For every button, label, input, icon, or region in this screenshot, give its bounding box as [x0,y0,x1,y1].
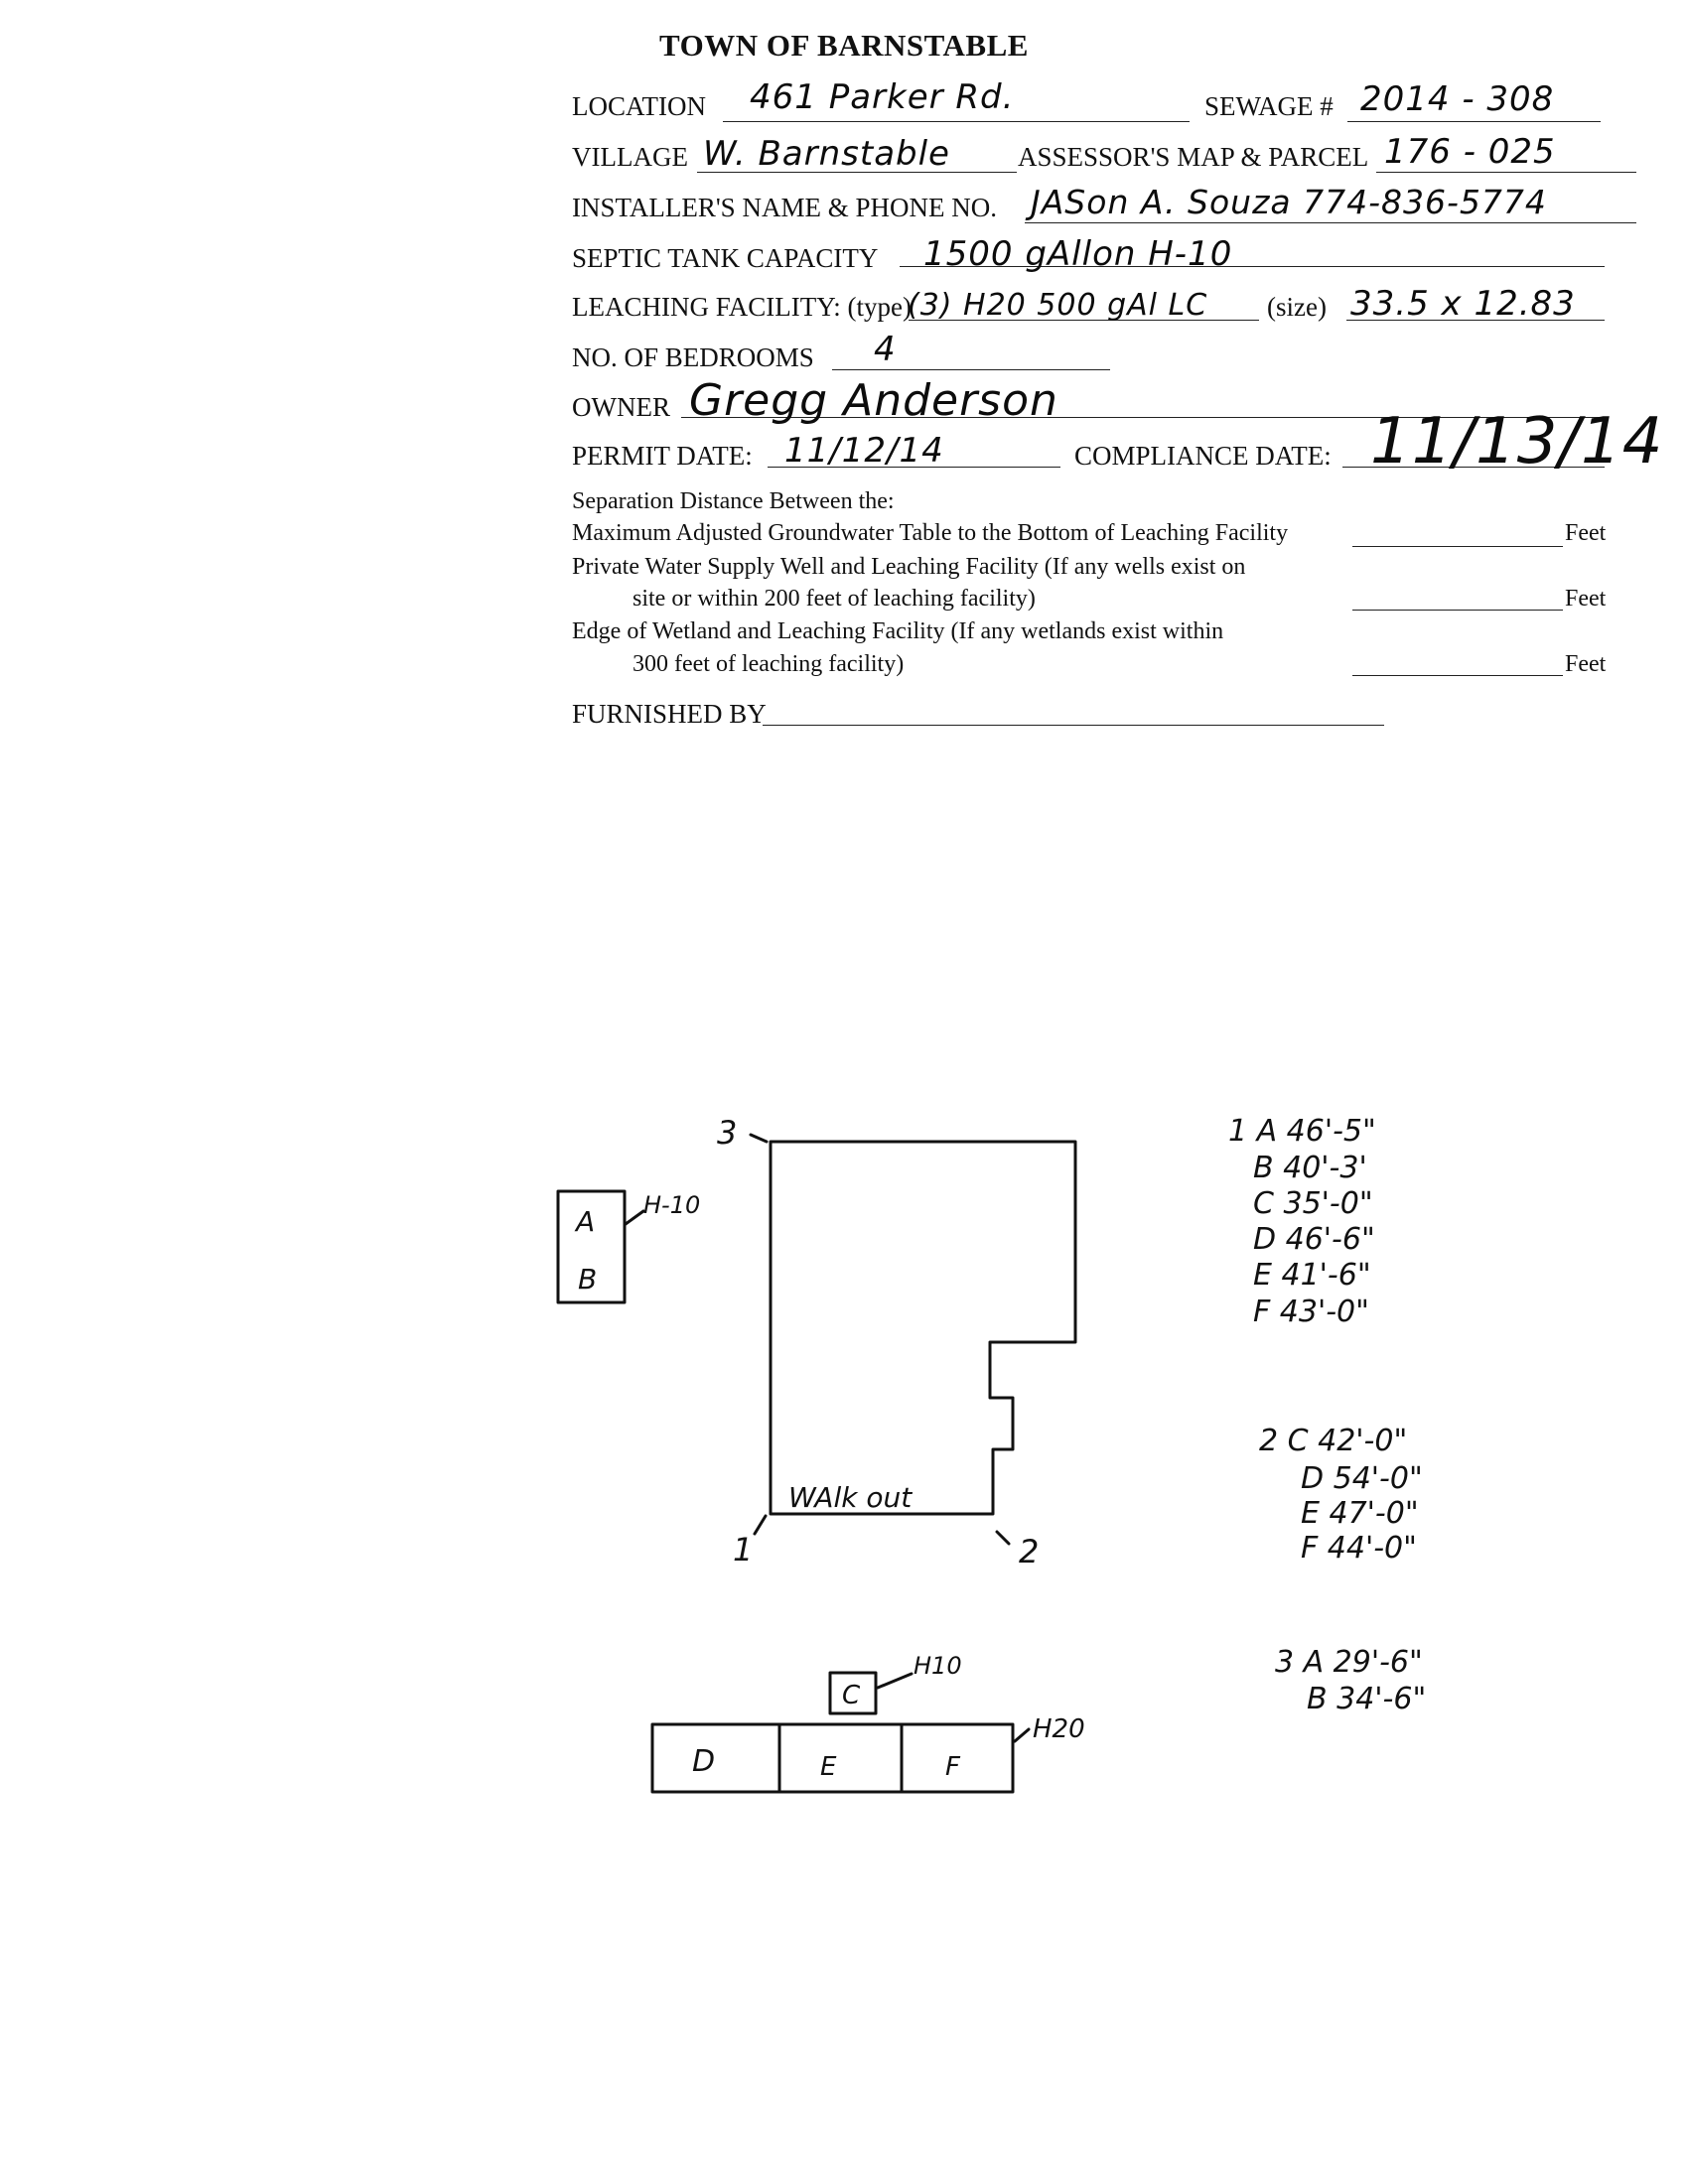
measurement-1f: F 43'-0" [1253,1295,1369,1329]
bed-type-label: H20 [1033,1714,1085,1744]
bedrooms-value: 4 [874,330,897,369]
separation-row3-unit: Feet [1565,651,1607,677]
tank-c-label: C [842,1681,861,1710]
walkout-label: WAlk out [788,1481,913,1514]
installer-label: INSTALLER'S NAME & PHONE NO. [572,193,997,222]
assessor-value: 176 - 025 [1384,132,1556,172]
sewage-value: 2014 - 308 [1360,79,1555,119]
corner-2-label: 2 [1019,1533,1040,1570]
measurement-1b: B 40'-3' [1253,1151,1367,1185]
septic-value: 1500 gAllon H-10 [923,234,1233,274]
measurement-2e: E 47'-0" [1301,1496,1419,1531]
compliance-value: 11/13/14 [1370,405,1664,478]
measurement-3a: 3 A 29'-6" [1275,1645,1423,1680]
installer-value: JASon A. Souza 774-836-5774 [1031,183,1547,221]
separation-row3b: 300 feet of leaching facility) [633,651,905,677]
house-outline [771,1142,1075,1514]
assessor-label: ASSESSOR'S MAP & PARCEL [1018,142,1369,172]
bed-d-label: D [692,1744,716,1779]
leaching-label: LEACHING FACILITY: (type) [572,292,912,322]
leaching-value: (3) H20 500 gAl LC [908,288,1208,323]
measurement-1a: 1 A 46'-5" [1228,1114,1376,1149]
permit-value: 11/12/14 [784,431,944,471]
separation-row1-unit: Feet [1565,520,1607,546]
location-value: 461 Parker Rd. [750,77,1015,117]
tank-c-type-label: H10 [914,1652,962,1680]
size-value: 33.5 x 12.83 [1350,284,1576,324]
measurement-3b: B 34'-6" [1307,1682,1427,1716]
permit-label: PERMIT DATE: [572,441,753,471]
sewage-label: SEWAGE # [1204,91,1334,121]
separation-row2b: site or within 200 feet of leaching facility) [633,586,1036,612]
compliance-label: COMPLIANCE DATE: [1074,441,1332,471]
separation-row3a: Edge of Wetland and Leaching Facility (If any wetlands exist within [572,618,1224,644]
separation-heading: Separation Distance Between the: [572,488,895,514]
measurement-2c: 2 C 42'-0" [1259,1424,1408,1458]
separation-row2-unit: Feet [1565,586,1607,612]
owner-label: OWNER [572,392,670,422]
village-label: VILLAGE [572,142,688,172]
measurement-2f: F 44'-0" [1301,1531,1417,1566]
owner-value: Gregg Anderson [689,375,1058,426]
corner-3-label: 3 [717,1114,738,1152]
tank-ab-type-label: H-10 [643,1191,701,1219]
separation-row1: Maximum Adjusted Groundwater Table to the Bottom of Leaching Facility [572,520,1289,546]
corner-1-label: 1 [733,1531,754,1569]
page-title: TOWN OF BARNSTABLE [659,28,1029,63]
measurement-1d: D 46'-6" [1253,1222,1375,1257]
septic-label: SEPTIC TANK CAPACITY [572,243,879,273]
measurement-2d: D 54'-0" [1301,1461,1423,1496]
tank-b-label: B [578,1263,598,1296]
village-value: W. Barnstable [703,134,950,174]
measurement-1c: C 35'-0" [1253,1186,1373,1221]
bed-f-label: F [945,1752,960,1782]
separation-row2a: Private Water Supply Well and Leaching Facility (If any wells exist on [572,554,1246,580]
bedrooms-label: NO. OF BEDROOMS [572,342,814,372]
measurement-1e: E 41'-6" [1253,1258,1371,1293]
tank-a-label: A [576,1205,596,1238]
bed-e-label: E [820,1752,837,1782]
size-label: (size) [1267,292,1327,322]
furnished-label: FURNISHED BY [572,699,767,729]
location-label: LOCATION [572,91,706,121]
